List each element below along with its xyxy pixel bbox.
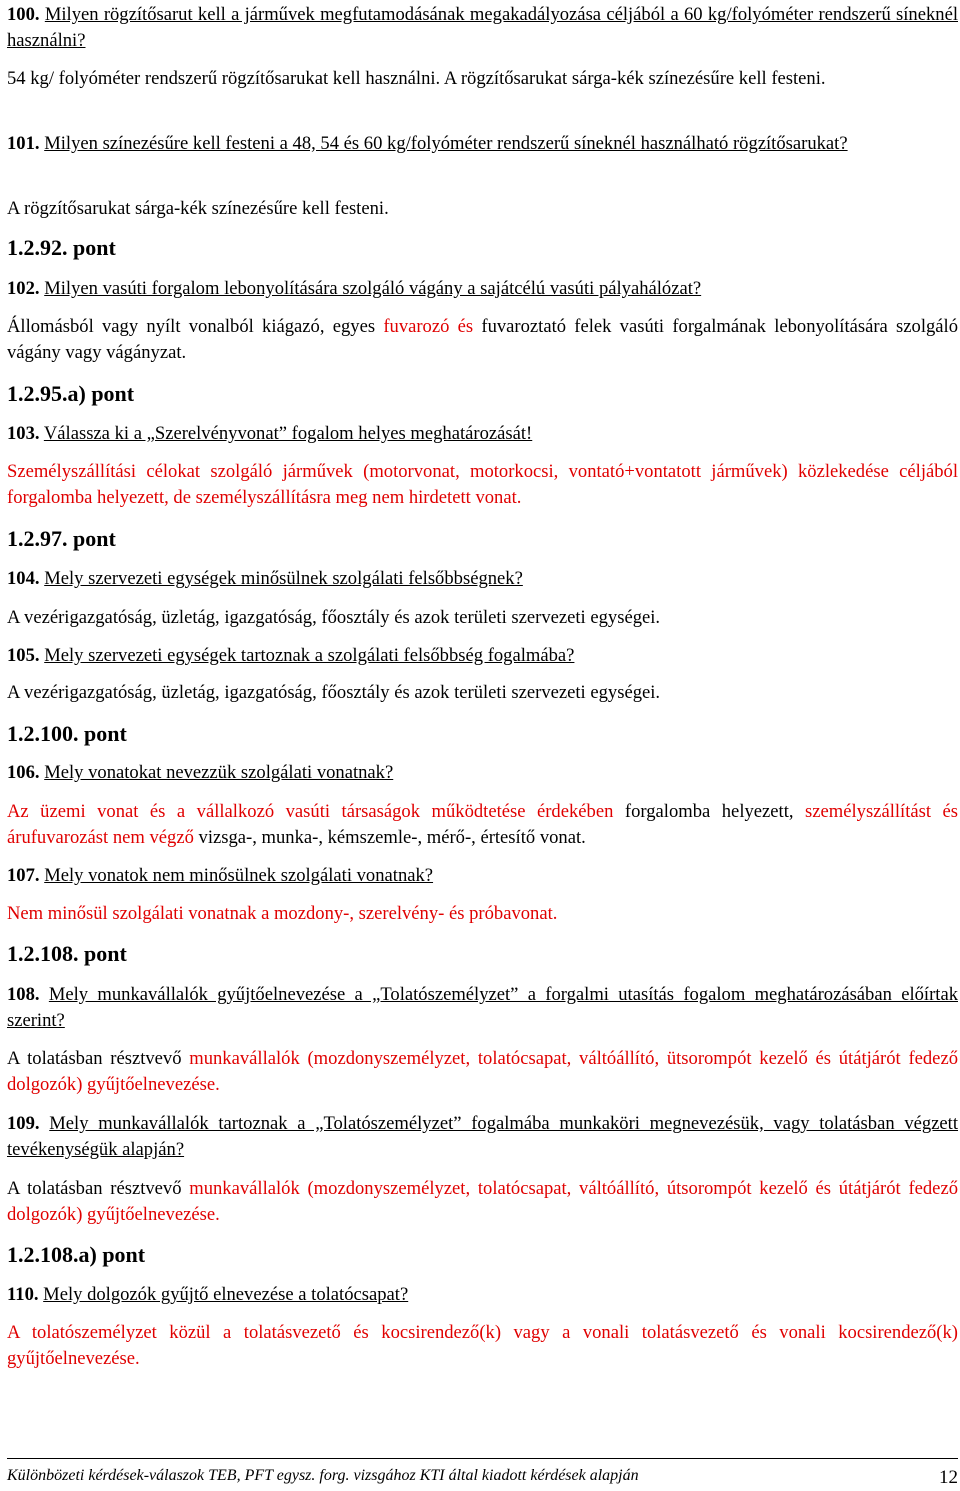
section-heading: 1.2.92. pont xyxy=(7,235,116,260)
answer-text-red: Személyszállítási célokat szolgáló járművek (motorvonat, motorkocsi, vontató+vontatott járművek) közlekedése céljából forgalomba helyezett, de személyszállításra meg nem hirdetett vonat. xyxy=(7,461,958,508)
question-text: Válassza ki a „Szerelvényvonat” fogalom helyes meghatározását! xyxy=(43,423,533,444)
answer-102 xyxy=(7,314,958,366)
question-text: Mely munkavállalók gyűjtőelnevezése a „Tolatószemélyzet” a forgalmi utasítás fogalom meghatározásában előírtak szerint? xyxy=(7,984,958,1031)
answer-text-red: A tolatószemélyzet közül a tolatásvezető és kocsirendező(k) vagy a vonali tolatásvezető és vonali kocsirendező(k) gyűjtőelnevezése. xyxy=(7,1322,958,1369)
footer-text: Különbözeti kérdések-válaszok TEB, PFT egysz. forg. vizsgához KTI által kiadott kérdések alapján xyxy=(7,1467,639,1484)
question-text: Milyen színezésűre kell festeni a 48, 54 és 60 kg/folyóméter rendszerű síneknél használható rögzítősarukat? xyxy=(44,133,848,154)
answer-text: A vezérigazgatóság, üzletág, igazgatóság, főosztály és azok területi szervezeti egységei. xyxy=(7,682,661,703)
page-number: 12 xyxy=(939,1467,958,1488)
answer-text: fuvaroztató felek vasúti forgalmának lebonyolítására szolgáló vágány vagy vágányzat. xyxy=(7,316,958,363)
answer-103 xyxy=(7,459,958,511)
question-text: Milyen rögzítősarut kell a járművek megfutamodásának megakadályozása céljából a 60 kg/folyóméter rendszerű síneknél használni? xyxy=(7,4,958,51)
question-100 xyxy=(7,2,958,54)
answer-text-red: személyszállítást és árufuvarozást nem végző xyxy=(7,801,959,848)
answer-text-red: Az üzemi vonat és a vállalkozó vasúti társaságok működtetése érdekében xyxy=(7,801,614,822)
question-number: 103. xyxy=(7,423,40,444)
question-107 xyxy=(7,863,958,889)
question-text: Milyen vasúti forgalom lebonyolítására szolgáló vágány a sajátcélú vasúti pályahálózat? xyxy=(44,278,702,299)
answer-text: vizsga-, munka-, kémszemle-, mérő-, értesítő vonat. xyxy=(193,827,586,848)
answer-text-red: munkavállalók (mozdonyszemélyzet, tolatócsapat, váltóállító, ütsorompót kezelő és útátjárót fedező dolgozók) gyűjtőelnevezése. xyxy=(7,1048,958,1095)
answer-108 xyxy=(7,1046,958,1098)
answer-109 xyxy=(7,1176,958,1228)
question-101 xyxy=(7,131,958,157)
answer-101 xyxy=(7,196,958,222)
question-text: Mely dolgozók gyűjtő elnevezése a tolatócsapat? xyxy=(43,1284,409,1305)
question-106 xyxy=(7,760,958,786)
answer-text-red: fuvarozó és xyxy=(383,316,474,337)
question-109 xyxy=(7,1111,958,1163)
question-text: Mely vonatokat nevezzük szolgálati vonatnak? xyxy=(44,762,394,783)
answer-text-red: munkavállalók (mozdonyszemélyzet, tolatócsapat, váltóállító, útsorompót kezelő és útátjárót fedező dolgozók) gyűjtőelnevezése. xyxy=(7,1178,958,1225)
section-heading: 1.2.100. pont xyxy=(7,721,127,746)
answer-text: A tolatásban résztvevő xyxy=(7,1178,190,1199)
question-number: 102. xyxy=(7,278,40,299)
question-104 xyxy=(7,566,958,592)
section-heading: 1.2.108.a) pont xyxy=(7,1242,146,1267)
question-text: Mely szervezeti egységek tartoznak a szolgálati felsőbbség fogalmába? xyxy=(44,645,575,666)
answer-text: forgalomba helyezett, xyxy=(613,801,806,822)
question-108 xyxy=(7,982,958,1034)
answer-text: 54 kg/ folyóméter rendszerű rögzítősarukat kell használni. A rögzítősarukat sárga-kék színezésűre kell festeni. xyxy=(7,68,826,89)
answer-text: A vezérigazgatóság, üzletág, igazgatóság, főosztály és azok területi szervezeti egységei. xyxy=(7,607,661,628)
question-105 xyxy=(7,643,958,669)
answer-text: A tolatásban résztvevő xyxy=(7,1048,190,1069)
question-number: 101. xyxy=(7,133,40,154)
answer-106 xyxy=(7,799,958,851)
question-number: 106. xyxy=(7,762,40,783)
question-text: Mely szervezeti egységek minősülnek szolgálati felsőbbségnek? xyxy=(44,568,523,589)
answer-105 xyxy=(7,680,958,706)
answer-104 xyxy=(7,605,958,631)
question-number: 104. xyxy=(7,568,40,589)
answer-text-red: Nem minősül szolgálati vonatnak a mozdony-, szerelvény- és próbavonat. xyxy=(7,903,558,924)
question-103 xyxy=(7,421,958,447)
answer-text: A rögzítősarukat sárga-kék színezésűre kell festeni. xyxy=(7,198,389,219)
answer-100 xyxy=(7,66,958,92)
answer-text: Állomásból vagy nyílt vonalból kiágazó, egyes xyxy=(7,316,384,337)
section-heading: 1.2.95.a) pont xyxy=(7,381,135,406)
question-110 xyxy=(7,1282,958,1308)
question-number: 100. xyxy=(7,4,40,25)
question-text: Mely vonatok nem minősülnek szolgálati vonatnak? xyxy=(44,865,434,886)
section-heading: 1.2.108. pont xyxy=(7,941,127,966)
question-102 xyxy=(7,276,958,302)
question-number: 105. xyxy=(7,645,40,666)
section-heading: 1.2.97. pont xyxy=(7,526,116,551)
question-number: 110. xyxy=(7,1284,39,1305)
question-number: 107. xyxy=(7,865,40,886)
question-number: 108. xyxy=(7,984,40,1005)
question-number: 109. xyxy=(7,1113,40,1134)
page-footer xyxy=(7,1458,958,1488)
question-text: Mely munkavállalók tartoznak a „Tolatószemélyzet” fogalmába munkaköri megnevezésük, vagy tolatásban végzett tevékenységük alapján? xyxy=(7,1113,959,1160)
answer-107 xyxy=(7,901,958,927)
answer-110 xyxy=(7,1320,958,1372)
